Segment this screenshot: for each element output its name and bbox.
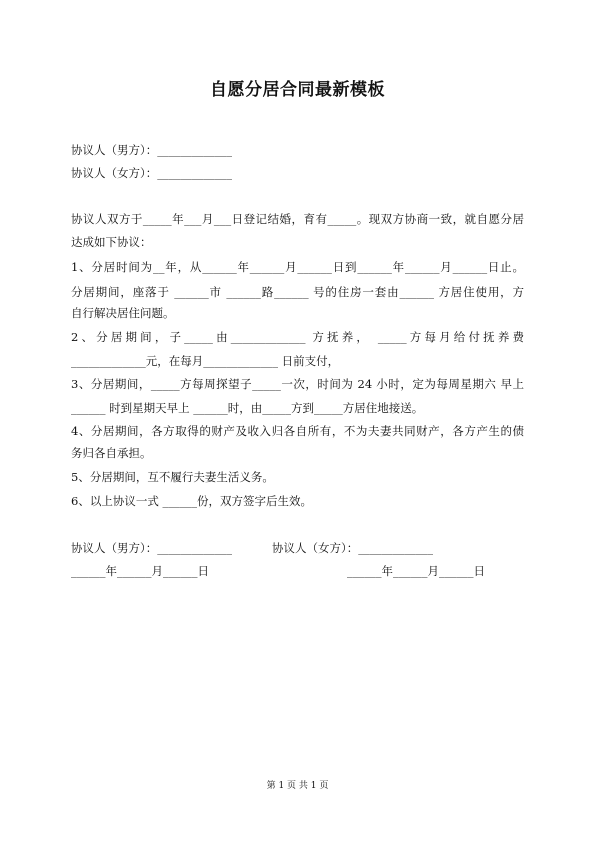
clause-4-line-1: 4、分居期间，各方取得的财产及收入归各自所有，不为夫妻共同财产，各方产生的债 bbox=[71, 424, 524, 438]
date-right: ______年______月______日 bbox=[347, 564, 485, 578]
clause-3-line-2: ______ 时到星期天早上 ______时，由_____方到_____方居住地接送。 bbox=[71, 401, 424, 415]
clause-3-line-1: 3、分居期间，_____方每周探望子_____一次，时间为 24 小时，定为每周星期六 早上 bbox=[71, 377, 524, 391]
date-left: ______年______月______日 bbox=[71, 564, 209, 578]
intro-line-2: 达成如下协议： bbox=[71, 235, 152, 249]
party-woman-line: 协议人（女方）：_____________ bbox=[71, 166, 232, 180]
document-title: 自愿分居合同最新模板 bbox=[210, 80, 385, 100]
signature-man: 协议人（男方）：_____________ bbox=[71, 541, 232, 555]
clause-4-line-2: 务归各自承担。 bbox=[71, 446, 152, 460]
clause-2-line-1: 2、分居期间，子_____由_____________ 方抚养， _____方每月给付抚养费 bbox=[71, 330, 524, 344]
clause-5-line: 5、分居期间，互不履行夫妻生活义务。 bbox=[71, 470, 274, 484]
intro-line-1: 协议人双方于_____年___月___日登记结婚，育有_____。现双方协商一致，就自愿分居 bbox=[71, 212, 524, 226]
clause-1-line-2: 分居期间，座落于 ______市 ______路______ 号的住房一套由______ 方居住使用，方 bbox=[71, 285, 524, 299]
clause-2-line-2: _____________元，在每月_____________ 日前支付， bbox=[71, 354, 340, 368]
signature-woman: 协议人（女方）：_____________ bbox=[272, 541, 433, 555]
clause-6-line: 6、以上协议一式 ______份，双方签字后生效。 bbox=[71, 494, 312, 508]
clause-1-line-3: 自行解决居住问题。 bbox=[71, 306, 175, 320]
page-number-footer: 第 1 页 共 1 页 bbox=[266, 781, 329, 791]
party-man-line: 协议人（男方）：_____________ bbox=[71, 143, 232, 157]
clause-1-line-1: 1、分居时间为__年，从______年______月______日到______年______月______日止。 bbox=[71, 260, 524, 274]
